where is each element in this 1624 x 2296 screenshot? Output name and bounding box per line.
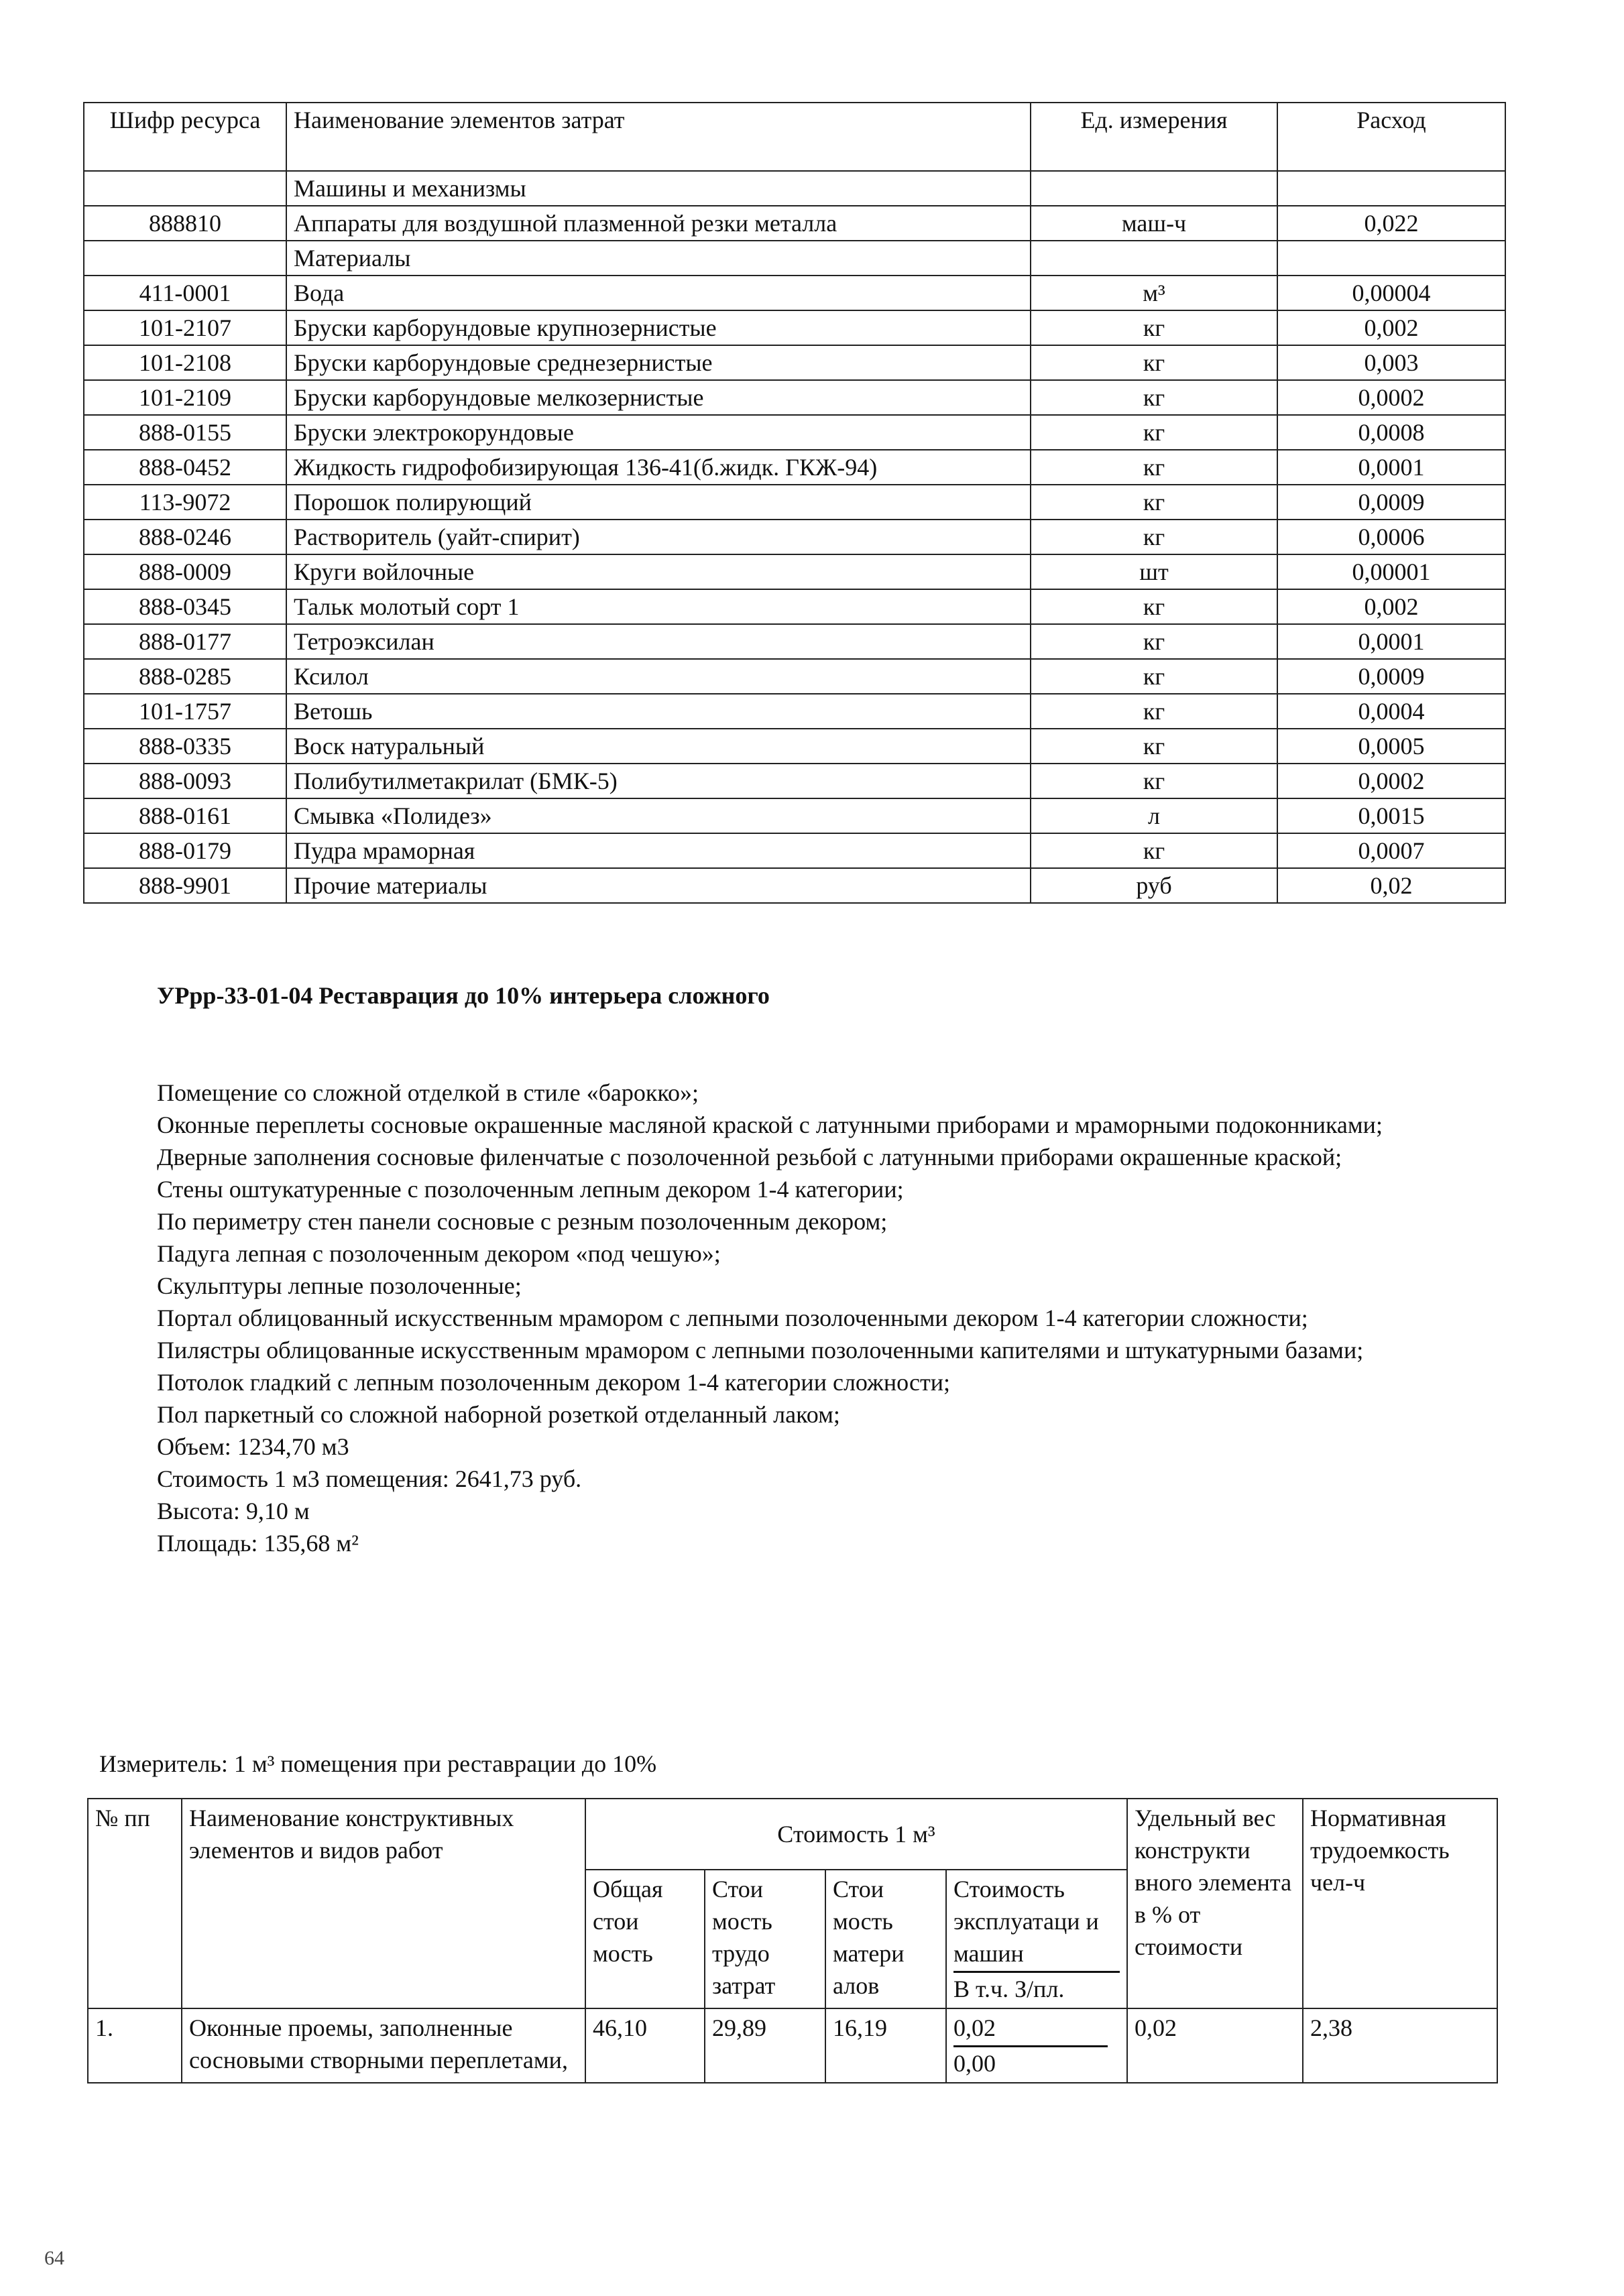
- table-row: [84, 868, 1505, 903]
- table-row: [84, 276, 1505, 310]
- resource-code: 101-2108: [84, 345, 286, 380]
- table-row: [84, 485, 1505, 520]
- resource-unit: л: [1031, 798, 1277, 833]
- description-line: Стены оштукатуренные с позолоченным лепным декором 1-4 категории;: [157, 1176, 904, 1203]
- resource-unit: кг: [1031, 450, 1277, 485]
- section-row-machines: [84, 171, 1505, 206]
- resource-name: Полибутилметакрилат (БМК-5): [286, 764, 1031, 798]
- resource-unit: кг: [1031, 659, 1277, 694]
- header-qty: Расход: [1277, 103, 1505, 171]
- header-machines-label: Стоимость эксплуатаци и машин: [953, 1873, 1120, 1973]
- table-row: [84, 624, 1505, 659]
- resource-name: Прочие материалы: [286, 868, 1031, 903]
- resource-name: Бруски карборундовые среднезернистые: [286, 345, 1031, 380]
- resource-name: Ветошь: [286, 694, 1031, 729]
- resource-unit: кг: [1031, 310, 1277, 345]
- element-num: 1.: [88, 2008, 182, 2083]
- resource-qty: 0,0007: [1277, 833, 1505, 868]
- resource-unit: кг: [1031, 764, 1277, 798]
- description-line: Падуга лепная с позолоченным декором «под чешую»;: [157, 1240, 721, 1267]
- resource-code: 411-0001: [84, 276, 286, 310]
- page-number: 64: [44, 2247, 64, 2269]
- empty-cell: [84, 171, 286, 206]
- resource-code: 888810: [84, 206, 286, 241]
- header-cost-group: Стоимость 1 м³: [585, 1799, 1127, 1870]
- resource-unit: кг: [1031, 833, 1277, 868]
- description-line: Портал облицованный искусственным мрамором с лепными позолоченными декором 1-4 категории сложности;: [157, 1305, 1308, 1331]
- machines-cost-value: 0,02: [953, 2012, 1108, 2047]
- section-row-materials: [84, 241, 1505, 276]
- table-row: [84, 450, 1505, 485]
- resource-unit: кг: [1031, 729, 1277, 764]
- resource-code: 101-2109: [84, 380, 286, 415]
- resource-unit: кг: [1031, 345, 1277, 380]
- table-row: [84, 589, 1505, 624]
- elements-rows: [88, 2008, 1497, 2083]
- resource-qty: 0,00001: [1277, 554, 1505, 589]
- resource-unit: руб: [1031, 868, 1277, 903]
- header-materials-cost: Стои мость матери алов: [825, 1870, 946, 2008]
- resource-qty: 0,002: [1277, 589, 1505, 624]
- resource-name: Тетроэксилан: [286, 624, 1031, 659]
- resource-code: 888-0452: [84, 450, 286, 485]
- machines-salary-value: 0,00: [953, 2050, 996, 2077]
- table-row: [84, 520, 1505, 554]
- description-line: Оконные переплеты сосновые окрашенные масляной краской с латунными приборами и мраморными подоконниками;: [157, 1111, 1383, 1138]
- machines-rows: [84, 206, 1505, 241]
- resource-qty: 0,022: [1277, 206, 1505, 241]
- resource-code: 888-0177: [84, 624, 286, 659]
- resource-code: 888-0246: [84, 520, 286, 554]
- table-row: [84, 694, 1505, 729]
- header-total-cost: Общая стои мость: [585, 1870, 705, 2008]
- header-unit: Ед. измерения: [1031, 103, 1277, 171]
- header-labor-cost: Стои мость трудо затрат: [705, 1870, 825, 2008]
- table-row: [84, 729, 1505, 764]
- description-line: Дверные заполнения сосновые филенчатые с позолоченной резьбой с латунными приборами окрашенные краской;: [157, 1144, 1342, 1170]
- header-labor-norm: Нормативная трудоемкость чел-ч: [1303, 1799, 1497, 2008]
- resources-table-header: [84, 103, 1505, 171]
- header-weight: Удельный вес конструкти вного элемента в % от стоимости: [1127, 1799, 1303, 2008]
- resource-qty: 0,0005: [1277, 729, 1505, 764]
- table-row: [84, 798, 1505, 833]
- resource-code: 888-0335: [84, 729, 286, 764]
- elements-table: [87, 1798, 1498, 2083]
- header-code: Шифр ресурса: [84, 103, 286, 171]
- element-name: Оконные проемы, заполненные сосновыми створными переплетами,: [182, 2008, 585, 2083]
- resource-code: 888-0155: [84, 415, 286, 450]
- header-name: Наименование элементов затрат: [286, 103, 1031, 171]
- header-machines-sub: В т.ч. З/пл.: [953, 1976, 1065, 2002]
- resource-unit: кг: [1031, 589, 1277, 624]
- section-label-machines: Машины и механизмы: [286, 171, 1031, 206]
- description-line: Пилястры облицованные искусственным мрамором с лепными позолоченными капителями и штукатурными базами;: [157, 1337, 1364, 1364]
- description-line: Потолок гладкий с лепным позолоченным декором 1-4 категории сложности;: [157, 1369, 951, 1396]
- resource-qty: 0,0002: [1277, 380, 1505, 415]
- resource-qty: 0,02: [1277, 868, 1505, 903]
- resource-name: Бруски карборундовые крупнозернистые: [286, 310, 1031, 345]
- resource-code: 888-0285: [84, 659, 286, 694]
- element-materials-cost: 16,19: [825, 2008, 946, 2083]
- table-row: [84, 764, 1505, 798]
- resource-name: Бруски электрокорундовые: [286, 415, 1031, 450]
- table-row: [84, 415, 1505, 450]
- resource-name: Аппараты для воздушной плазменной резки металла: [286, 206, 1031, 241]
- resource-qty: 0,0008: [1277, 415, 1505, 450]
- resource-name: Пудра мраморная: [286, 833, 1031, 868]
- empty-cell: [1031, 171, 1277, 206]
- resource-name: Растворитель (уайт-спирит): [286, 520, 1031, 554]
- element-weight: 0,02: [1127, 2008, 1303, 2083]
- resource-name: Порошок полирующий: [286, 485, 1031, 520]
- resource-code: 101-2107: [84, 310, 286, 345]
- section-label-materials: Материалы: [286, 241, 1031, 276]
- section-heading: УРрр-33-01-04 Реставрация до 10% интерьера сложного: [157, 982, 770, 1009]
- description-line: Помещение со сложной отделкой в стиле «барокко»;: [157, 1079, 699, 1106]
- resource-qty: 0,0006: [1277, 520, 1505, 554]
- resource-qty: 0,0001: [1277, 450, 1505, 485]
- empty-cell: [1277, 171, 1505, 206]
- empty-cell: [1277, 241, 1505, 276]
- resources-table: [83, 102, 1506, 904]
- description-line: Высота: 9,10 м: [157, 1498, 310, 1524]
- resource-unit: маш-ч: [1031, 206, 1277, 241]
- resource-qty: 0,0002: [1277, 764, 1505, 798]
- description-line: Объем: 1234,70 м3: [157, 1433, 349, 1460]
- element-labor-cost: 29,89: [705, 2008, 825, 2083]
- table-row: [84, 833, 1505, 868]
- resource-code: 888-9901: [84, 868, 286, 903]
- resource-qty: 0,0004: [1277, 694, 1505, 729]
- table-row: [84, 206, 1505, 241]
- resource-code: 888-0093: [84, 764, 286, 798]
- resource-unit: кг: [1031, 694, 1277, 729]
- header-num: № пп: [88, 1799, 182, 2008]
- resource-qty: 0,0009: [1277, 485, 1505, 520]
- table-row: [84, 380, 1505, 415]
- description-line: Стоимость 1 м3 помещения: 2641,73 руб.: [157, 1465, 582, 1492]
- resource-unit: кг: [1031, 380, 1277, 415]
- empty-cell: [1031, 241, 1277, 276]
- resource-unit: кг: [1031, 485, 1277, 520]
- resource-unit: кг: [1031, 624, 1277, 659]
- resource-unit: м³: [1031, 276, 1277, 310]
- table-row: [88, 2008, 1497, 2083]
- resource-qty: 0,002: [1277, 310, 1505, 345]
- elements-header-row-1: [88, 1799, 1497, 1870]
- materials-rows: [84, 276, 1505, 903]
- resource-name: Ксилол: [286, 659, 1031, 694]
- description-line: Пол паркетный со сложной наборной розеткой отделанный лаком;: [157, 1401, 840, 1428]
- resource-qty: 0,00004: [1277, 276, 1505, 310]
- table-row: [84, 345, 1505, 380]
- resource-name: Воск натуральный: [286, 729, 1031, 764]
- description-line: По периметру стен панели сосновые с резным позолоченным декором;: [157, 1208, 888, 1235]
- description-line: Скульптуры лепные позолоченные;: [157, 1272, 522, 1299]
- resource-name: Бруски карборундовые мелкозернистые: [286, 380, 1031, 415]
- resource-code: 101-1757: [84, 694, 286, 729]
- resource-name: Круги войлочные: [286, 554, 1031, 589]
- table-row: [84, 554, 1505, 589]
- element-total-cost: 46,10: [585, 2008, 705, 2083]
- resource-code: 888-0161: [84, 798, 286, 833]
- resource-qty: 0,0009: [1277, 659, 1505, 694]
- resource-qty: 0,0015: [1277, 798, 1505, 833]
- element-machines-cost: [946, 2008, 1127, 2083]
- measure-line: Измеритель: 1 м³ помещения при реставрации до 10%: [99, 1750, 657, 1777]
- resource-code: 888-0179: [84, 833, 286, 868]
- resource-name: Тальк молотый сорт 1: [286, 589, 1031, 624]
- element-labor-norm: 2,38: [1303, 2008, 1497, 2083]
- resource-name: Жидкость гидрофобизирующая 136-41(б.жидк. ГКЖ-94): [286, 450, 1031, 485]
- resource-unit: кг: [1031, 520, 1277, 554]
- header-element-name: Наименование конструктивных элементов и видов работ: [182, 1799, 585, 2008]
- resource-qty: 0,0001: [1277, 624, 1505, 659]
- resource-unit: шт: [1031, 554, 1277, 589]
- resource-name: Вода: [286, 276, 1031, 310]
- description-line: Площадь: 135,68 м²: [157, 1530, 359, 1557]
- resource-code: 113-9072: [84, 485, 286, 520]
- resource-code: 888-0345: [84, 589, 286, 624]
- resource-name: Смывка «Полидез»: [286, 798, 1031, 833]
- resource-qty: 0,003: [1277, 345, 1505, 380]
- empty-cell: [84, 241, 286, 276]
- resource-code: 888-0009: [84, 554, 286, 589]
- table-row: [84, 659, 1505, 694]
- header-machines-cost: [946, 1870, 1127, 2008]
- table-row: [84, 310, 1505, 345]
- resource-unit: кг: [1031, 415, 1277, 450]
- description-block: [99, 1077, 1471, 1559]
